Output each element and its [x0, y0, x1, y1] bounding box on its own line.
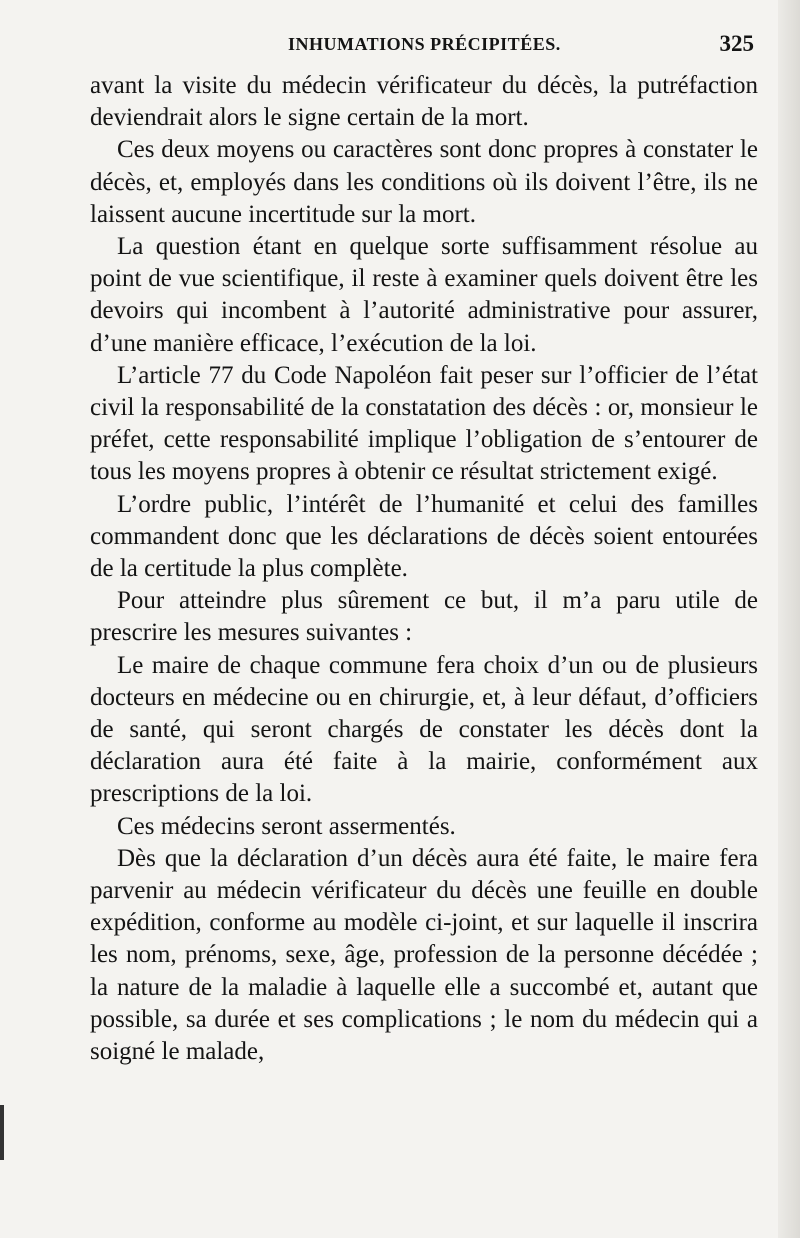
running-title: INHUMATIONS PRÉCIPITÉES. — [288, 34, 561, 54]
paragraph-5: L’ordre public, l’intérêt de l’humanité et celui des familles commandent donc que les déclarations de décès soient entourées de la certitude la plus complète. — [90, 490, 758, 583]
paragraph-9: Dès que la déclaration d’un décès aura été faite, le maire fera parvenir au médecin vérificateur du décès une feuille en double expédition, conforme au modèle ci-joint, et sur laquelle il inscrira les nom, prénoms, sexe, âge, profession de la personne décédée ; la nature de la maladie à laquelle elle a succombé et, autant que possible, sa durée et ses complications ; le nom du médecin qui a soigné le malade, — [90, 844, 758, 1066]
scan-margin-mark — [0, 1105, 4, 1160]
page-edge-shadow — [778, 0, 800, 1238]
paragraph-1: avant la visite du médecin vérificateur du décès, la putréfaction deviendrait alors le signe certain de la mort. — [90, 72, 758, 132]
body-text — [90, 70, 758, 1068]
paragraph-6: Pour atteindre plus sûrement ce but, il m’a paru utile de prescrire les mesures suivantes : — [90, 587, 758, 647]
paragraph-7: Le maire de chaque commune fera choix d’un ou de plusieurs docteurs en médecine ou en chirurgie, et, à leur défaut, d’officiers de santé, qui seront chargés de constater les décès dont la déclaration aura été faite à la mairie, conformément aux prescriptions de la loi. — [90, 651, 758, 808]
page-number: 325 — [719, 31, 754, 56]
paragraph-3: La question étant en quelque sorte suffisamment résolue au point de vue scientifique, il reste à examiner quels doivent être les devoirs qui incombent à l’autorité administrative pour assurer, d’une manière efficace, l’exécution de la loi. — [90, 233, 758, 357]
paragraph-4: L’article 77 du Code Napoléon fait peser sur l’officier de l’état civil la responsabilité de la constatation des décès : or, monsieur le préfet, cette responsabilité implique l’obligation de s’entourer de tous les moyens propres à obtenir ce résultat strictement exigé. — [90, 361, 758, 486]
page-header — [90, 31, 758, 64]
paragraph-2: Ces deux moyens ou caractères sont donc propres à constater le décès, et, employés dans les conditions où ils doivent l’être, ils ne laissent aucune incertitude sur la mort. — [90, 136, 758, 228]
paragraph-8: Ces médecins seront assermentés. — [117, 812, 456, 840]
